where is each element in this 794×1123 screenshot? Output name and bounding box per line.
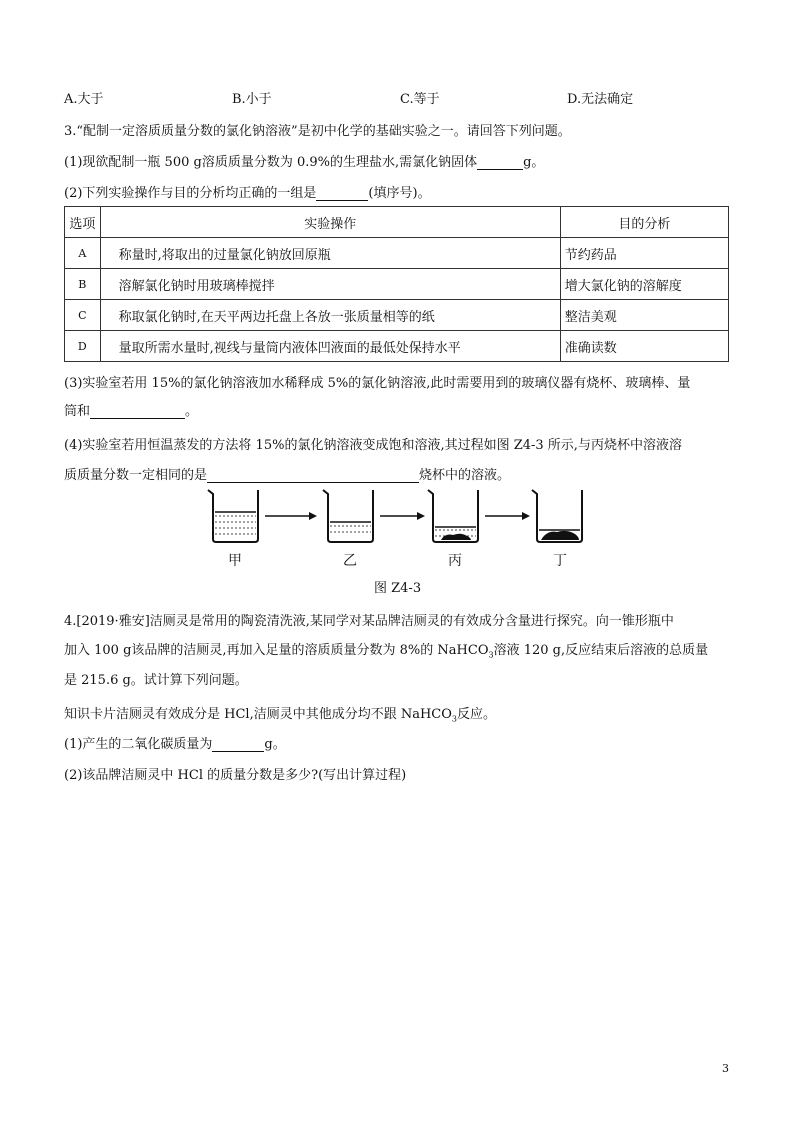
table-header: 实验操作 (100, 207, 560, 238)
table-cell: C (65, 300, 101, 331)
answer-blank[interactable] (316, 186, 368, 201)
answer-blank[interactable] (207, 468, 419, 483)
q3-part4-line2 (64, 464, 510, 483)
q3-part3-text: 筒和 (64, 404, 91, 419)
q3-part4-tail: 烧杯中的溶液。 (419, 468, 511, 483)
answer-blank[interactable] (212, 737, 264, 752)
q3-part3-tail: 。 (185, 404, 199, 419)
option-a: A.大于 (64, 92, 104, 107)
q4-line3: 是 215.6 g。试计算下列问题。 (64, 673, 248, 688)
table-cell: 准确读数 (560, 331, 728, 362)
q3-part3-line2 (64, 400, 198, 419)
table-cell: 节约药品 (560, 238, 728, 269)
arrow-icon (522, 512, 530, 520)
q4-knowledge-card (64, 703, 496, 724)
beaker-label: 甲 (228, 553, 242, 569)
q4-part1-unit: g。 (264, 737, 286, 752)
q3-part2-tail: (填序号)。 (368, 186, 431, 201)
table-row (65, 331, 729, 362)
subscript: 3 (451, 714, 457, 724)
q3-part2-text: (2)下列实验操作与目的分析均正确的一组是 (64, 186, 317, 201)
beaker-label: 乙 (343, 553, 357, 569)
beaker-icon (323, 490, 373, 542)
table-header-row (65, 207, 729, 238)
q4-card-tail: 反应。 (457, 707, 497, 722)
table-cell: A (65, 238, 101, 269)
table-row (65, 269, 729, 300)
answer-blank[interactable] (477, 155, 523, 170)
arrow-icon (309, 512, 317, 520)
beaker-icon (428, 490, 478, 542)
table-cell: B (65, 269, 101, 300)
arrow-icon (417, 512, 425, 520)
q4-line2-tail: 溶液 120 g,反应结束后溶液的总质量 (493, 643, 709, 658)
table-row (65, 300, 729, 331)
table-cell: 增大氯化钠的溶解度 (560, 269, 728, 300)
crystal-precipitate (441, 534, 471, 540)
q4-part1 (64, 733, 286, 752)
evaporation-figure (205, 486, 595, 574)
q3-part2 (64, 182, 431, 201)
operations-table (64, 206, 729, 362)
option-c: C.等于 (400, 92, 440, 107)
crystal-precipitate (541, 531, 579, 540)
q3-part3-line1: (3)实验室若用 15%的氯化钠溶液加水稀释成 5%的氯化钠溶液,此时需要用到的玻璃仪器有烧杯、玻璃棒、量 (64, 376, 691, 391)
subscript: 3 (488, 650, 494, 660)
q3-part1-text: (1)现欲配制一瓶 500 g溶质质量分数为 0.9%的生理盐水,需氯化钠固体 (64, 155, 478, 170)
q4-part2: (2)该品牌洁厕灵中 HCl 的质量分数是多少?(写出计算过程) (64, 768, 407, 783)
q4-line2-text: 加入 100 g该品牌的洁厕灵,再加入足量的溶质质量分数为 8%的 NaHCO (64, 643, 489, 658)
q3-part1-unit: g。 (523, 155, 545, 170)
beaker-label: 丙 (448, 553, 462, 569)
q4-part1-text: (1)产生的二氧化碳质量为 (64, 737, 213, 752)
q3-part4-text: 质质量分数一定相同的是 (64, 468, 208, 483)
table-cell: D (65, 331, 101, 362)
option-d: D.无法确定 (567, 92, 634, 107)
beaker-label: 丁 (553, 553, 567, 569)
table-cell: 称取氯化钠时,在天平两边托盘上各放一张质量相等的纸 (100, 300, 560, 331)
q3-part4-line1: (4)实验室若用恒温蒸发的方法将 15%的氯化钠溶液变成饱和溶液,其过程如图 Z4-3 所示,与丙烧杯中溶液溶 (64, 438, 682, 453)
table-cell: 称量时,将取出的过量氯化钠放回原瓶 (100, 238, 560, 269)
table-row (65, 238, 729, 269)
figure-caption: 图 Z4-3 (374, 581, 422, 596)
q3-stem: 3.“配制一定溶质质量分数的氯化钠溶液”是初中化学的基础实验之一。请回答下列问题。 (64, 124, 571, 139)
table-cell: 溶解氯化钠时用玻璃棒搅拌 (100, 269, 560, 300)
q4-line1: 4.[2019·雅安]洁厕灵是常用的陶瓷清洗液,某同学对某品牌洁厕灵的有效成分含量进行探究。向一锥形瓶中 (64, 614, 674, 629)
table-cell: 整洁美观 (560, 300, 728, 331)
option-b: B.小于 (232, 92, 272, 107)
table-header: 目的分析 (560, 207, 728, 238)
q4-line2 (64, 639, 708, 660)
answer-blank[interactable] (90, 404, 185, 419)
q4-card-text: 知识卡片洁厕灵有效成分是 HCl,洁厕灵中其他成分均不跟 NaHCO (64, 707, 452, 722)
table-cell: 量取所需水量时,视线与量筒内液体凹液面的最低处保持水平 (100, 331, 560, 362)
page-number: 3 (722, 1062, 729, 1075)
q3-part1 (64, 151, 544, 170)
table-header: 选项 (65, 207, 101, 238)
